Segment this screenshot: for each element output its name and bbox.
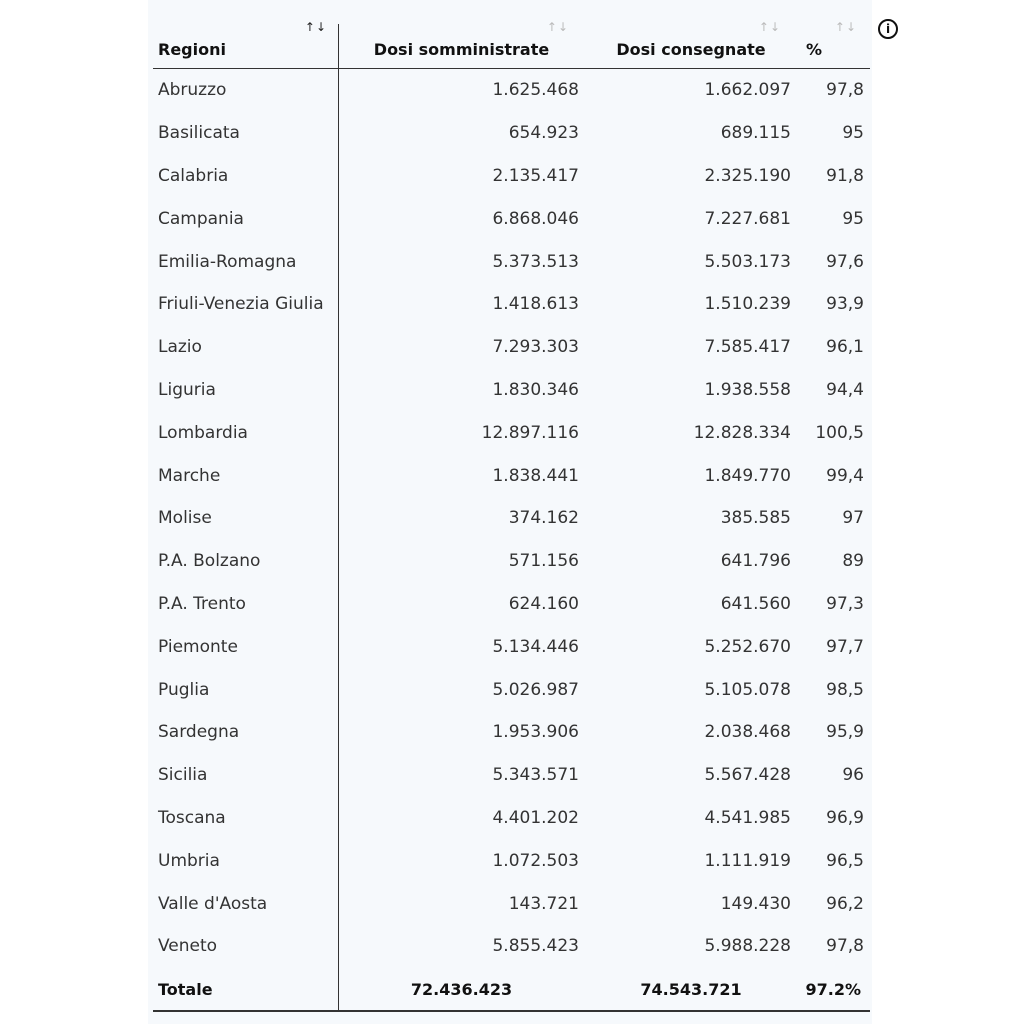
cell-dosi-consegnate: 5.105.078 [704,679,791,700]
cell-region: Valle d'Aosta [158,893,268,914]
cell-percent: 96,9 [826,807,864,828]
total-row [153,968,870,1011]
table-row [153,112,870,155]
table-row [153,754,870,797]
cell-dosi-somministrate: 1.418.613 [492,294,579,315]
cell-region: P.A. Trento [158,593,246,614]
sort-arrows-icon[interactable]: ↑↓ [546,20,569,34]
cell-dosi-somministrate: 1.625.468 [492,80,579,101]
cell-dosi-consegnate: 1.510.239 [704,294,791,315]
cell-dosi-consegnate: 2.038.468 [704,722,791,743]
cell-region: Basilicata [158,123,240,144]
table-row [153,283,870,326]
total-cell-dosi-somministrate: 72.436.423 [410,979,513,999]
cell-dosi-somministrate: 1.830.346 [492,379,579,400]
cell-percent: 91,8 [826,165,864,186]
cell-region: Toscana [158,807,226,828]
cell-dosi-somministrate: 374.162 [508,508,579,529]
cell-percent: 97,7 [826,636,864,657]
cell-percent: 93,9 [826,294,864,315]
cell-percent: 97,6 [826,251,864,272]
cell-percent: 96,2 [826,893,864,914]
table-row [153,668,870,711]
cell-dosi-consegnate: 2.325.190 [704,165,791,186]
info-glyph: i [885,22,891,36]
column-header-regioni[interactable] [153,16,338,69]
cell-dosi-consegnate: 5.503.173 [704,251,791,272]
total-cell-region: Totale [158,979,213,999]
cell-region: Piemonte [158,636,238,657]
column-header-label: Dosi somministrate [373,40,550,59]
cell-percent: 95 [842,123,864,144]
cell-region: Sicilia [158,765,208,786]
cell-percent: 100,5 [815,422,864,443]
table-row [153,369,870,412]
table-row [153,797,870,840]
table-row [153,240,870,283]
total-cell-percent: 97.2% [805,979,861,999]
table-row [153,69,870,112]
table-row [153,411,870,454]
cell-dosi-consegnate: 5.988.228 [704,936,791,957]
cell-dosi-consegnate: 385.585 [720,508,791,529]
cell-dosi-somministrate: 5.343.571 [492,765,579,786]
column-header-dosi-somministrate[interactable] [338,16,585,69]
table-row [153,839,870,882]
cell-percent: 97 [842,508,864,529]
cell-dosi-somministrate: 1.953.906 [492,722,579,743]
cell-percent: 97,8 [826,80,864,101]
cell-percent: 99,4 [826,465,864,486]
cell-dosi-somministrate: 4.401.202 [492,807,579,828]
table-row [153,925,870,968]
cell-dosi-consegnate: 7.585.417 [704,337,791,358]
table-row [153,711,870,754]
cell-dosi-somministrate: 5.373.513 [492,251,579,272]
table-row [153,882,870,925]
cell-percent: 96,1 [826,337,864,358]
cell-percent: 95,9 [826,722,864,743]
total-cell-dosi-consegnate: 74.543.721 [640,979,742,999]
table-row [153,625,870,668]
sort-arrows-icon[interactable]: ↑↓ [834,20,857,34]
cell-dosi-somministrate: 5.134.446 [492,636,579,657]
cell-dosi-somministrate: 6.868.046 [492,208,579,229]
cell-region: Veneto [158,936,218,957]
cell-dosi-consegnate: 1.662.097 [704,80,791,101]
cell-region: Marche [158,465,221,486]
cell-percent: 89 [842,551,864,572]
cell-region: Sardegna [158,722,240,743]
table-header-row [153,16,870,69]
cell-dosi-somministrate: 654.923 [508,123,579,144]
cell-dosi-somministrate: 624.160 [508,593,579,614]
table-row [153,155,870,198]
cell-dosi-somministrate: 5.026.987 [492,679,579,700]
column-header-dosi-consegnate[interactable] [585,16,797,69]
cell-percent: 94,4 [826,379,864,400]
cell-region: Puglia [158,679,210,700]
table-row [153,197,870,240]
cell-dosi-somministrate: 5.855.423 [492,936,579,957]
cell-dosi-somministrate: 7.293.303 [492,337,579,358]
cell-percent: 95 [842,208,864,229]
cell-percent: 96,5 [826,850,864,871]
cell-dosi-consegnate: 5.567.428 [704,765,791,786]
cell-region: Campania [158,208,244,229]
cell-dosi-consegnate: 1.849.770 [704,465,791,486]
cell-dosi-consegnate: 5.252.670 [704,636,791,657]
cell-percent: 97,8 [826,936,864,957]
table-bottom-rule [153,1010,870,1012]
cell-region: Molise [158,508,212,529]
cell-region: Liguria [158,379,216,400]
cell-dosi-consegnate: 1.111.919 [704,850,791,871]
column-header-label: % [806,40,823,59]
column-header-label: Regioni [158,40,226,59]
column-header-percent[interactable] [797,16,870,69]
column-divider [338,24,339,1012]
table-row [153,326,870,369]
table-body [153,69,870,1011]
cell-dosi-somministrate: 143.721 [508,893,579,914]
vaccine-doses-table [153,16,870,1011]
cell-region: Lazio [158,337,202,358]
table-row [153,454,870,497]
table-row [153,540,870,583]
cell-dosi-consegnate: 641.796 [720,551,791,572]
cell-percent: 98,5 [826,679,864,700]
sort-arrows-icon[interactable]: ↑↓ [304,20,327,34]
cell-dosi-consegnate: 4.541.985 [704,807,791,828]
cell-region: Abruzzo [158,80,227,101]
cell-dosi-somministrate: 2.135.417 [492,165,579,186]
cell-dosi-consegnate: 1.938.558 [704,379,791,400]
cell-dosi-somministrate: 571.156 [508,551,579,572]
cell-percent: 97,3 [826,593,864,614]
column-header-label: Dosi consegnate [616,40,766,59]
table-row [153,497,870,540]
cell-region: Emilia-Romagna [158,251,297,272]
cell-dosi-consegnate: 149.430 [720,893,791,914]
cell-dosi-consegnate: 641.560 [720,593,791,614]
cell-region: Lombardia [158,422,248,443]
cell-dosi-somministrate: 1.838.441 [492,465,579,486]
cell-region: Calabria [158,165,229,186]
cell-percent: 96 [842,765,864,786]
cell-dosi-consegnate: 12.828.334 [693,422,791,443]
sort-arrows-icon[interactable]: ↑↓ [758,20,781,34]
cell-region: Friuli-Venezia Giulia [158,294,324,315]
cell-region: P.A. Bolzano [158,551,261,572]
cell-dosi-consegnate: 689.115 [720,123,791,144]
cell-dosi-somministrate: 12.897.116 [481,422,579,443]
cell-region: Umbria [158,850,220,871]
info-icon[interactable] [878,19,898,39]
table-row [153,583,870,626]
cell-dosi-somministrate: 1.072.503 [492,850,579,871]
cell-dosi-consegnate: 7.227.681 [704,208,791,229]
